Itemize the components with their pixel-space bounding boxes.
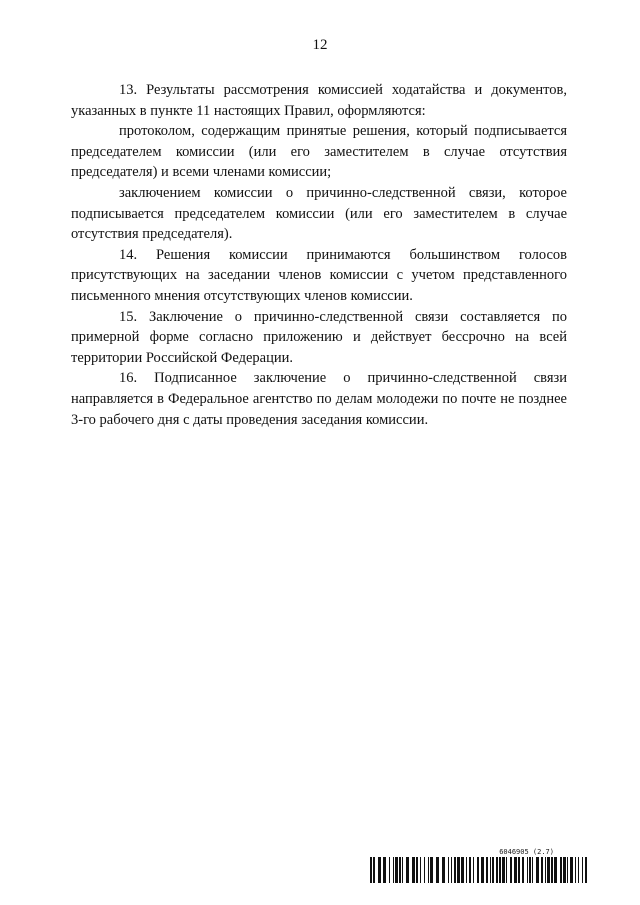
paragraph-16: 16. Подписанное заключение о причинно-следственной связи направляется в Федеральное агентство по делам молодежи по почте не позднее 3-го рабочего дня с даты проведения заседания комиссии.: [71, 370, 567, 428]
barcode-icon: [370, 857, 588, 883]
paragraph-protocol: протоколом, содержащим принятые решения, который подписывается председателем комиссии (или его заместителем в случае отсутствия председателя) и всеми членами комиссии;: [71, 123, 567, 181]
paragraph-14: 14. Решения комиссии принимаются большинством голосов присутствующих на заседании членов комиссии с учетом представленного письменного мнения отсутствующих членов комиссии.: [71, 246, 567, 304]
paragraph-conclusion: заключением комиссии о причинно-следственной связи, которое подписывается председателем комиссии (или его заместителем в случае отсутствия председателя).: [71, 184, 567, 243]
document-body: [71, 80, 567, 430]
barcode-caption: 6046905 (2.7): [499, 848, 554, 856]
paragraph-13: 13. Результаты рассмотрения комиссией ходатайства и документов, указанных в пункте 11 настоящих Правил, оформляются:: [71, 82, 567, 119]
page-number: 12: [312, 37, 328, 53]
document-barcode: [370, 848, 588, 883]
paragraph-15: 15. Заключение о причинно-следственной связи составляется по примерной форме согласно приложению и действует бессрочно на всей территории Российской Федерации.: [71, 308, 567, 366]
